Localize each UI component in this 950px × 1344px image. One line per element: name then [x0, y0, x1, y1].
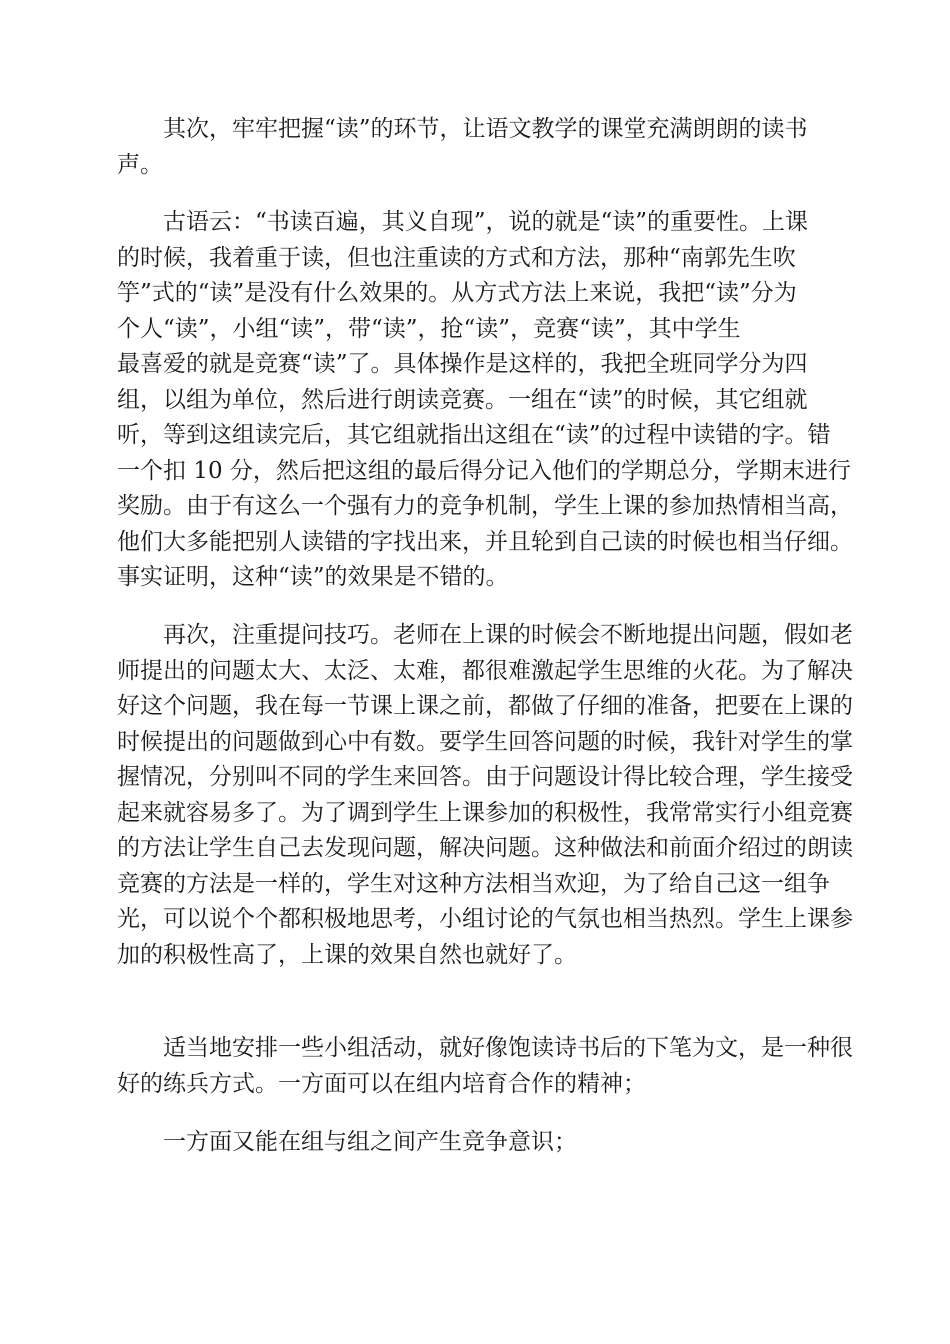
paragraph-line: 的时候，我着重于读，但也注重读的方式和方法，那种“南郭先生吹 — [117, 244, 796, 271]
paragraph-line: 个人“读”，小组“读”，带“读”，抢“读”，竞赛“读”，其中学生 — [117, 315, 741, 342]
paragraph-line: 的方法让学生自己去发现问题，解决问题。这种做法和前面介绍过的朗读 — [117, 835, 853, 861]
paragraph-line: 事实证明，这种“读”的效果是不错的。 — [117, 564, 509, 590]
paragraph-line: 一方面又能在组与组之间产生竞争意识； — [163, 1129, 577, 1155]
paragraph-line: 他们大多能把别人读错的字找出来，并且轮到自己读的时候也相当仔细。 — [117, 528, 853, 555]
paragraph-line: 加的积极性高了，上课的效果自然也就好了。 — [117, 941, 577, 968]
paragraph-line: 好这个问题，我在每一节课上课之前，都做了仔细的准备，把要在上课的 — [117, 693, 853, 719]
paragraph-3 — [117, 618, 853, 973]
paragraph-1 — [117, 112, 833, 183]
paragraph-line: 最喜爱的就是竞赛“读”了。具体操作是这样的，我把全班同学分为四 — [117, 351, 808, 377]
paragraph-line: 握情况，分别叫不同的学生来回答。由于问题设计得比较合理，学生接受 — [117, 764, 853, 790]
paragraph-line: 时候提出的问题做到心中有数。要学生回答问题的时候，我针对学生的掌 — [117, 728, 853, 755]
paragraph-line: 师提出的问题太大、太泛、太难，都很难激起学生思维的火花。为了解决 — [117, 657, 853, 684]
paragraph-line: 竞赛的方法是一样的，学生对这种方法相当欢迎，为了给自己这一组争 — [117, 870, 830, 897]
paragraph-2 — [117, 205, 853, 596]
paragraph-5 — [117, 1125, 833, 1161]
paragraph-line: 光，可以说个个都积极地思考，小组讨论的气氛也相当热烈。学生上课参 — [117, 906, 853, 932]
paragraph-line: 组，以组为单位，然后进行朗读竞赛。一组在“读”的时候，其它组就 — [117, 386, 808, 413]
paragraph-4 — [117, 1031, 853, 1102]
paragraph-line: 好的练兵方式。一方面可以在组内培育合作的精神； — [117, 1070, 646, 1097]
paragraph-line: 声。 — [117, 151, 163, 178]
paragraph-line: 奖励。由于有这么一个强有力的竞争机制，学生上课的参加热情相当高， — [117, 493, 853, 519]
paragraph-line: 竽”式的“读”是没有什么效果的。从方式方法上来说，我把“读”分为 — [117, 280, 797, 306]
paragraph-line: 其次，牢牢把握“读”的环节，让语文教学的课堂充满朗朗的读书 — [163, 116, 808, 142]
paragraph-line: 一个扣 10 分，然后把这组的最后得分记入他们的学期总分，学期末进行 — [117, 457, 851, 484]
paragraph-line: 古语云：“书读百遍，其义自现”，说的就是“读”的重要性。上课 — [163, 209, 809, 235]
paragraph-line: 起来就容易多了。为了调到学生上课参加的积极性，我常常实行小组竞赛 — [117, 799, 853, 826]
paragraph-line: 听，等到这组读完后，其它组就指出这组在“读”的过程中读错的字。错 — [117, 422, 831, 448]
paragraph-line: 适当地安排一些小组活动，就好像饱读诗书后的下笔为文，是一种很 — [163, 1035, 853, 1061]
paragraph-line: 再次，注重提问技巧。老师在上课的时候会不断地提出问题，假如老 — [163, 622, 853, 648]
